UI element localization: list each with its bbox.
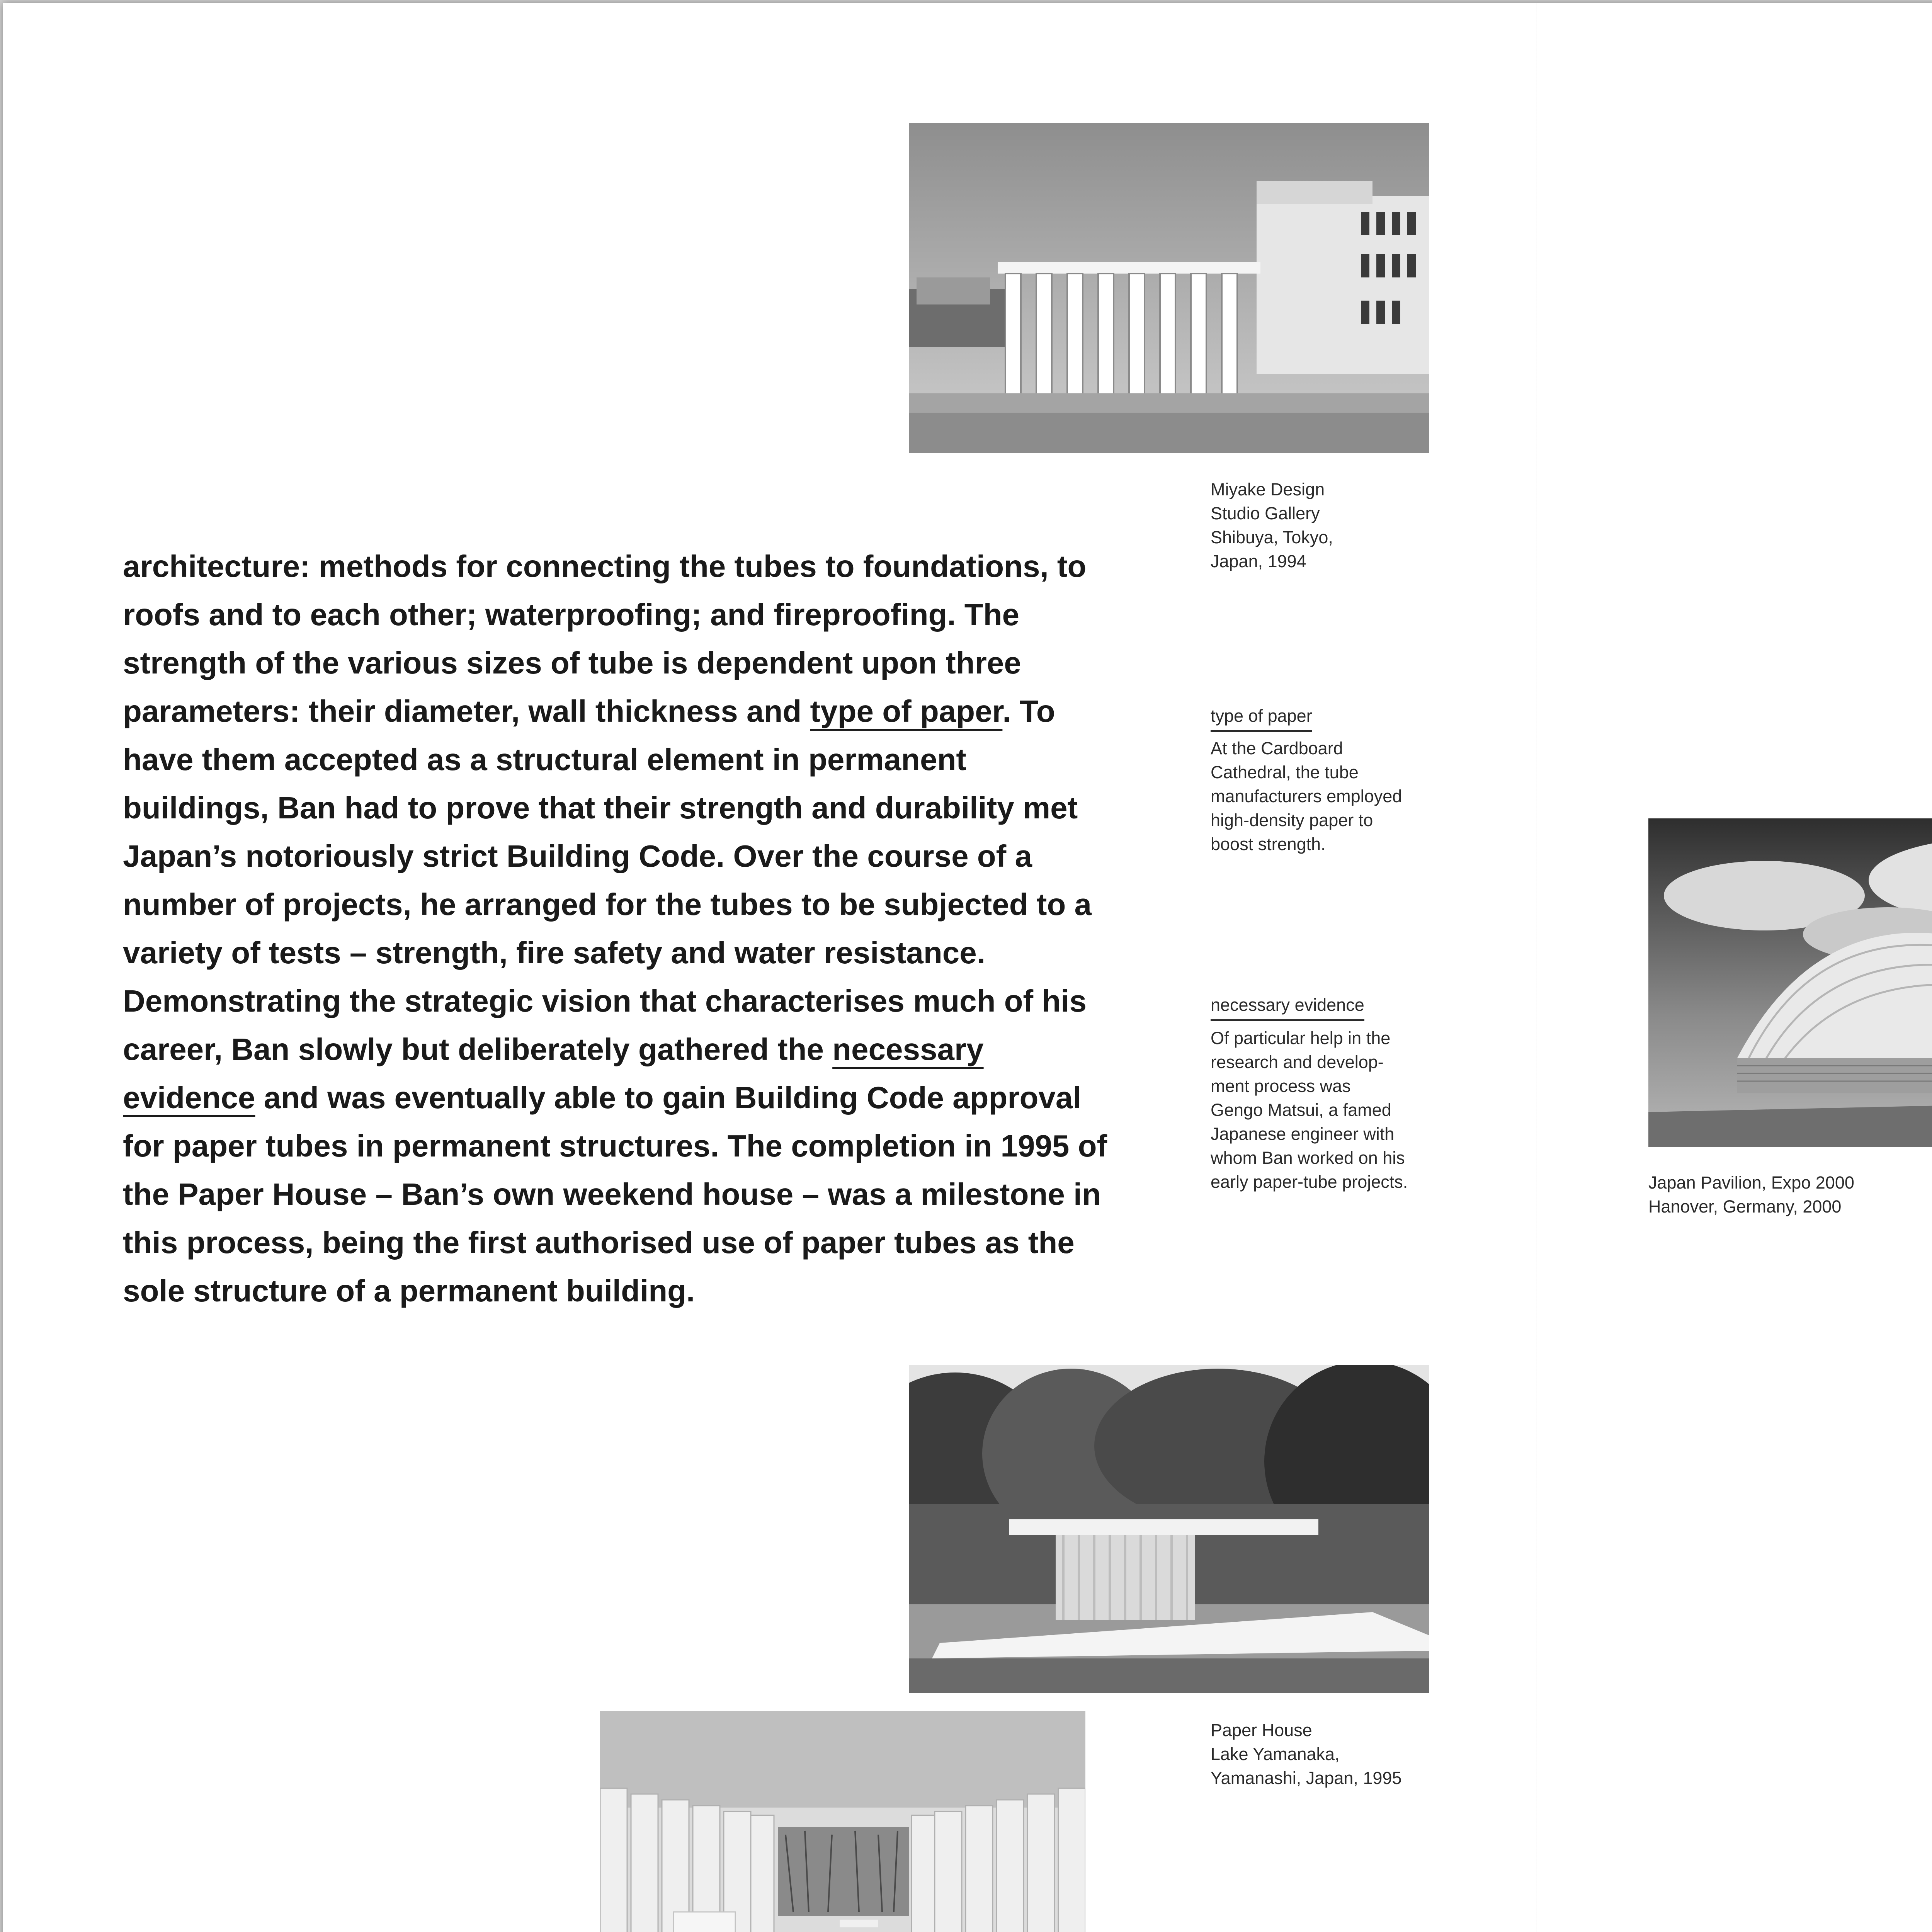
caption-miyake: Miyake Design Studio Gallery Shibuya, Tokyo, Japan, 1994 xyxy=(1211,480,1333,571)
photo-miyake-gallery xyxy=(909,123,1429,453)
left-body-part-3: and was eventually able to gain Building Code approval for paper tubes in permanent structures. The completion in 1995 of the Paper House – Ban’s own weekend house – was a milestone in this process, being the first authorised use of paper tubes as the sole structure of a permanent building. xyxy=(123,1080,1107,1308)
photo-paper-house-interior xyxy=(600,1711,1085,1932)
sidenote-term-necessary-evidence: necessary evidence xyxy=(1211,993,1364,1021)
spine-gutter xyxy=(1536,3,1537,1932)
sidenote-term-type-of-paper: type of paper xyxy=(1211,704,1312,732)
left-body-part-2: . To have them accepted as a structural element in permanent buildings, Ban had to prove that their strength and durability met Japan’s notoriously strict Building Code. Over the course of a number of projects, he arranged for the tubes to be subjected to a variety of tests – strength, fire safety and water resistance. Demonstrating the strategic vision that characterises much of his career, Ban slowly but deliberately gathered the xyxy=(123,694,1092,1066)
photo-japan-pavilion-exterior xyxy=(1648,818,1932,1147)
caption-paper-house: Paper House Lake Yamanaka, Yamanashi, Japan, 1995 xyxy=(1211,1720,1402,1788)
link-type-of-paper[interactable]: type of paper xyxy=(810,694,1003,728)
left-body-part-1: architecture: methods for connecting the tubes to foundations, to roofs and to each other; waterproofing; and fireproofing. The strength of the various sizes of tube is dependent upon three parameters: their diameter, wall thickness and xyxy=(123,549,1087,728)
sidenote-text-type-of-paper: At the Cardboard Cathedral, the tube manufacturers employed high-density paper to boost strength. xyxy=(1211,738,1402,854)
sidenote-text-necessary-evidence: Of particular help in the research and develop- ment process was Gengo Matsui, a famed Japanese engineer with whom Ban worked on his early paper-tube projects. xyxy=(1211,1028,1408,1192)
left-body-paragraph xyxy=(123,542,1112,1315)
caption-japan-pavilion: Japan Pavilion, Expo 2000 Hanover, Germany, 2000 xyxy=(1648,1173,1854,1216)
photo-paper-house-exterior xyxy=(909,1365,1429,1693)
link-necessary-evidence[interactable]: necessary evidence xyxy=(123,1032,984,1115)
